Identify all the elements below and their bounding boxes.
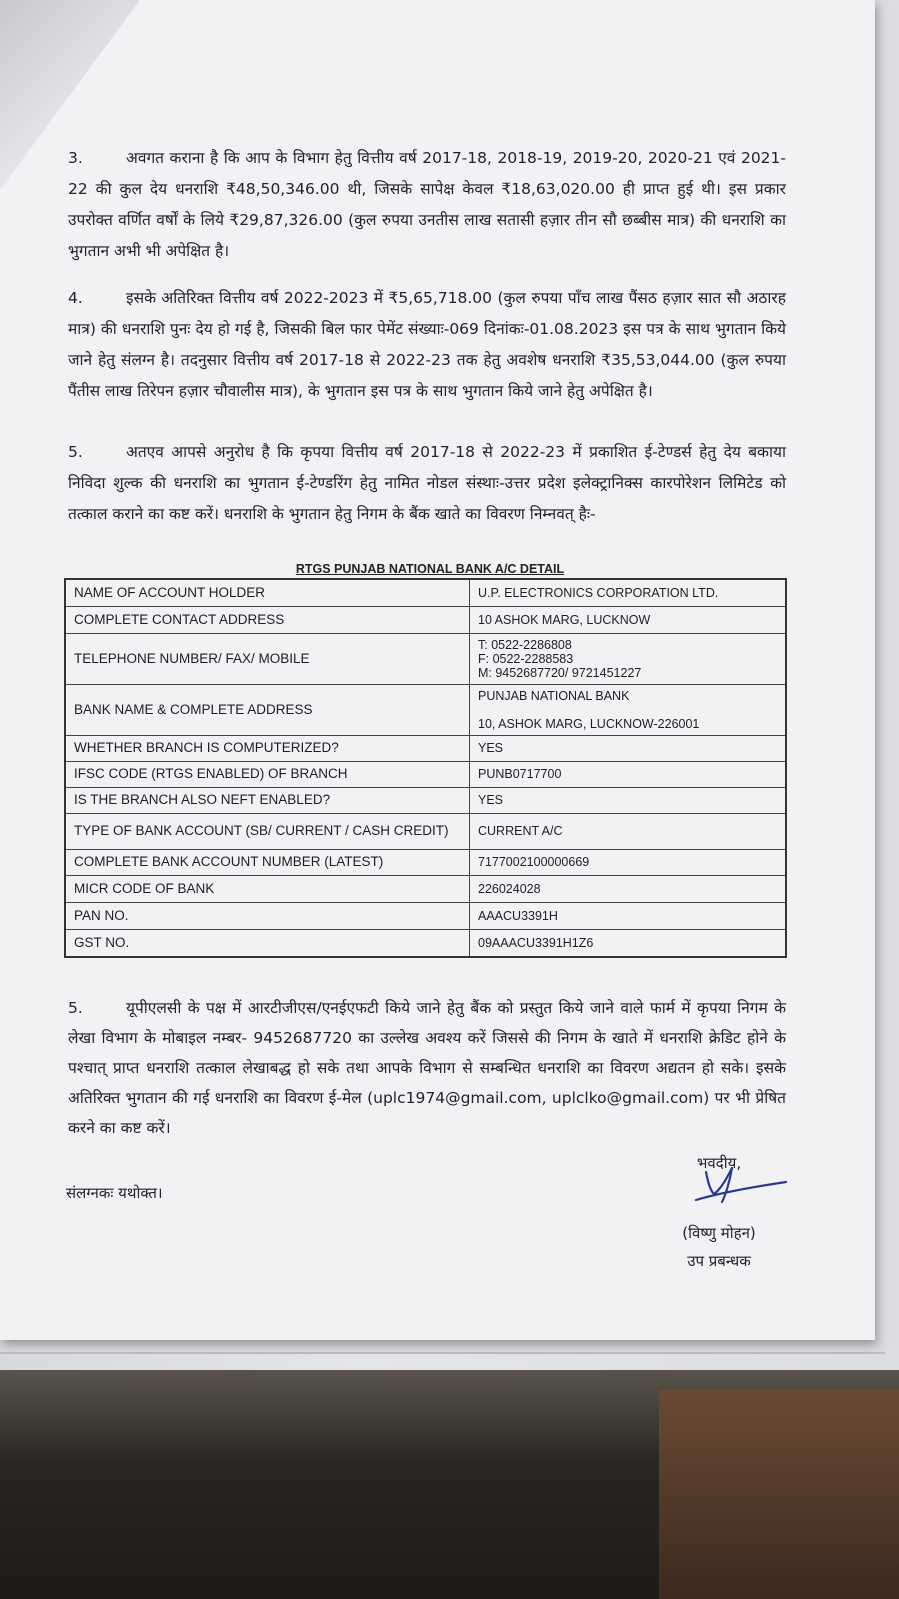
table-row xyxy=(65,875,786,902)
row-value: YES xyxy=(470,735,787,761)
row-label: IS THE BRANCH ALSO NEFT ENABLED? xyxy=(65,787,470,813)
row-value: PUNJAB NATIONAL BANK 10, ASHOK MARG, LUCKNOW-226001 xyxy=(470,684,787,735)
row-label: GST NO. xyxy=(65,929,470,957)
paragraph-text: अतएव आपसे अनुरोध है कि कृपया वित्तीय वर्ष 2017-18 से 2022-23 में प्रकाशित ई-टेण्डर्स हेतु देय बकाया निविदा शुल्क की धनराशि का भुगतान ई-टेण्डरिंग हेतु नामित नोडल संस्थाः-उत्तर प्रदेश इलेक्ट्रानिक्स कारपोरेशन लिमिटेड को तत्काल कराने का कष्ट करें। धनराशि के भुगतान हेतु निगम के बैंक खाते का विवरण निम्नवत् हैः- xyxy=(68,443,786,523)
row-value: CURRENT A/C xyxy=(470,813,787,849)
row-value: 226024028 xyxy=(470,875,787,902)
table-row xyxy=(65,579,786,606)
table-row xyxy=(65,787,786,813)
row-value: U.P. ELECTRONICS CORPORATION LTD. xyxy=(470,579,787,606)
row-label: IFSC CODE (RTGS ENABLED) OF BRANCH xyxy=(65,761,470,787)
closing-salutation: भवदीय, xyxy=(696,1154,742,1172)
signatory-title: उप प्रबन्धक xyxy=(687,1252,751,1270)
row-label: NAME OF ACCOUNT HOLDER xyxy=(65,579,470,606)
table-row xyxy=(65,849,786,875)
row-label: BANK NAME & COMPLETE ADDRESS xyxy=(65,684,470,735)
signatory-name: (विष्णु मोहन) xyxy=(682,1224,756,1242)
row-value: YES xyxy=(470,787,787,813)
table-row xyxy=(65,761,786,787)
table-row xyxy=(65,606,786,633)
table-row xyxy=(65,902,786,929)
row-label: TELEPHONE NUMBER/ FAX/ MOBILE xyxy=(65,633,470,684)
paragraph-number: 3. xyxy=(68,149,83,167)
table-row xyxy=(65,735,786,761)
paragraph-4 xyxy=(68,283,786,407)
table-row xyxy=(65,929,786,957)
row-label: PAN NO. xyxy=(65,902,470,929)
background-floor xyxy=(0,1370,899,1599)
table-row xyxy=(65,633,786,684)
paragraph-text: अवगत कराना है कि आप के विभाग हेतु वित्तीय वर्ष 2017-18, 2018-19, 2019-20, 2020-21 एवं 2021-22 की कुल देय धनराशि ₹48,50,346.00 थी, जिसके सापेक्ष केवल ₹18,63,020.00 ही प्राप्त हुई थी। इस प्रकार उपरोक्त वर्णित वर्षों के लिये ₹29,87,326.00 (कुल रुपया उनतीस लाख सतासी हज़ार तीन सौ छब्बीस मात्र) की धनराशि का भुगतान अभी भी अपेक्षित है। xyxy=(68,149,786,260)
handwritten-signature xyxy=(676,1160,796,1215)
paragraph-text: इसके अतिरिक्त वित्तीय वर्ष 2022-2023 में ₹5,65,718.00 (कुल रुपया पाँच लाख पैंसठ हज़ार सात सौ अठारह मात्र) की धनराशि पुनः देय हो गई है, जिसकी बिल फार पेमेंट संख्याः-069 दिनांकः-01.08.2023 इस पत्र के साथ भुगतान किये जाने हेतु संलग्न है। तदनुसार वित्तीय वर्ष 2017-18 से 2022-23 तक हेतु अवशेष धनराशि ₹35,53,044.00 (कुल रुपया पैंतीस लाख तिरेपन हज़ार चौवालीस मात्र), के भुगतान इस पत्र के साथ भुगतान किये जाने हेतु अपेक्षित है। xyxy=(68,289,786,400)
paragraph-text: यूपीएलसी के पक्ष में आरटीजीएस/एनईएफटी किये जाने हेतु बैंक को प्रस्तुत किये जाने वाले फार्म में कृपया निगम के लेखा विभाग के मोबाइल नम्बर- 9452687720 का उल्लेख अवश्य करें जिससे की निगम के खाते में धनराशि क्रेडिट होने के पश्चात् प्राप्त धनराशि तत्काल लेखाबद्ध हो सके तथा आपके विभाग से सम्बन्धित धनराशि का विवरण अद्यतन हो सके। इसके अतिरिक्त भुगतान की गई धनराशि का विवरण ई-मेल (uplc1974@gmail.com, uplclko@gmail.com) पर भी प्रेषित करने का कष्ट करें। xyxy=(68,999,786,1137)
row-value: 09AAACU3391H1Z6 xyxy=(470,929,787,957)
background-object xyxy=(659,1390,899,1599)
paragraph-3 xyxy=(68,143,786,267)
row-value: PUNB0717700 xyxy=(470,761,787,787)
paragraph-5b xyxy=(68,993,786,1143)
paper-stack-edge xyxy=(0,1338,885,1354)
paragraph-number: 5. xyxy=(68,999,83,1017)
row-value: 10 ASHOK MARG, LUCKNOW xyxy=(470,606,787,633)
paragraph-number: 4. xyxy=(68,289,83,307)
row-label: TYPE OF BANK ACCOUNT (SB/ CURRENT / CASH CREDIT) xyxy=(65,813,470,849)
row-value: 7177002100000669 xyxy=(470,849,787,875)
row-label: MICR CODE OF BANK xyxy=(65,875,470,902)
paragraph-5 xyxy=(68,437,786,530)
table-title: RTGS PUNJAB NATIONAL BANK A/C DETAIL xyxy=(295,562,565,576)
row-value: AAACU3391H xyxy=(470,902,787,929)
row-value: T: 0522-2286808 F: 0522-2288583 M: 9452687720/ 9721451227 xyxy=(470,633,787,684)
row-label: COMPLETE BANK ACCOUNT NUMBER (LATEST) xyxy=(65,849,470,875)
bank-details-table xyxy=(64,578,787,958)
row-label: WHETHER BRANCH IS COMPUTERIZED? xyxy=(65,735,470,761)
table-row xyxy=(65,813,786,849)
table-row xyxy=(65,684,786,735)
paragraph-number: 5. xyxy=(68,443,83,461)
row-label: COMPLETE CONTACT ADDRESS xyxy=(65,606,470,633)
enclosure-note: संलग्नकः यथोक्त। xyxy=(66,1184,163,1202)
